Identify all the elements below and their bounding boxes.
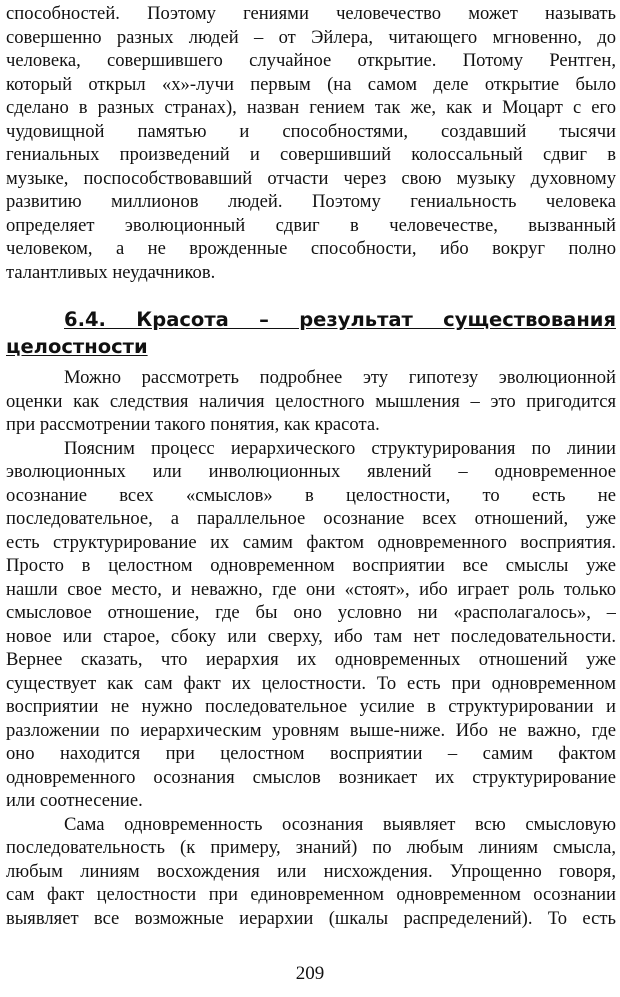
text-line: чудовищной памятью и способностями, создавший тысячи <box>6 120 616 142</box>
text-line: Вернее сказать, что иерархия их одновременных отношений уже <box>6 649 616 670</box>
text-line: Просто в целостном одновременном восприятии все смыслы уже <box>6 555 616 576</box>
text-line: развитию миллионов людей. Поэтому гениальность человека <box>6 191 616 212</box>
text-line: нашли свое место, и неважно, где они «стоят», ибо играет роль только <box>6 578 616 600</box>
text-line: талантливых неудачников. <box>6 261 216 283</box>
text-line: Сама одновременность осознания выявляет всю смысловую <box>64 813 616 835</box>
text-line: эволюционных или инволюционных явлений – одновременное <box>6 461 616 482</box>
text-line: человеком, а не врожденные способности, ибо вокруг полно <box>6 238 616 259</box>
text-line: оценки как следствия наличия целостного мышления – это пригодится <box>6 390 616 412</box>
text-line: способностей. Поэтому гениями человечество может называть <box>6 3 616 24</box>
text-line: есть структурирование их самим фактом одновременного восприятия. <box>6 531 616 553</box>
text-line: определяет эволюционный сдвиг в человечестве, вызванный <box>6 214 616 236</box>
text-line: сам факт целостности при единовременном одновременном осознании <box>6 884 616 905</box>
text-line: осознание всех «смыслов» в целостности, то есть не <box>6 484 616 506</box>
text-line: сделано в разных странах), назван гением так же, как и Моцарт с его <box>6 97 616 118</box>
text-line: или соотнесение. <box>6 790 143 811</box>
section-heading-line-1: 6.4. Красота – результат существования <box>64 308 616 331</box>
page-number: 209 <box>295 963 325 984</box>
paragraph-continued <box>6 2 616 284</box>
text-line: человека, совершившего случайное открытие. Потому Рентген, <box>6 50 616 71</box>
text-line: новое или старое, сбоку или сверху, ибо там нет последовательности. <box>6 625 616 647</box>
section-heading <box>6 306 616 360</box>
section-heading-line-2: целостности <box>6 335 148 358</box>
text-line: любым линиям восхождения или нисхождения. Упрощенно говоря, <box>6 860 616 882</box>
text-line: одновременного осознания смыслов возникает их структурирование <box>6 766 616 788</box>
text-line: смысловое отношение, где бы оно условно ни «располагалось», – <box>6 602 616 623</box>
text-line: существует как сам факт их целостности. То есть при одновременном <box>6 672 616 694</box>
text-line: последовательность (к примеру, знаний) по любым линиям смысла, <box>6 837 616 858</box>
text-line: при рассмотрении такого понятия, как красота. <box>6 414 380 435</box>
text-line: оно находится при целостном восприятии – самим фактом <box>6 743 616 764</box>
text-line: совершенно разных людей – от Эйлера, читающего мгновенно, до <box>6 26 616 48</box>
section-body <box>6 366 616 930</box>
text-line: Поясним процесс иерархического структурирования по линии <box>64 437 616 459</box>
text-line: который открыл «х»-лучи первым (на самом деле открытие было <box>6 73 616 95</box>
text-line: разложении по иерархическим уровням выше-ниже. Ибо не важно, где <box>6 719 616 741</box>
text-line: музыке, поспособствовавший отчасти через свою музыку духовному <box>6 167 616 189</box>
text-line: последовательное, а параллельное осознание всех отношений, уже <box>6 508 616 529</box>
text-line: Можно рассмотреть подробнее эту гипотезу эволюционной <box>64 367 616 388</box>
text-line: восприятии не нужно последовательное усилие в структурировании и <box>6 696 616 717</box>
text-line: выявляет все возможные иерархии (шкалы распределений). То есть <box>6 907 616 929</box>
text-line: гениальных произведений и совершивший колоссальный сдвиг в <box>6 144 616 165</box>
